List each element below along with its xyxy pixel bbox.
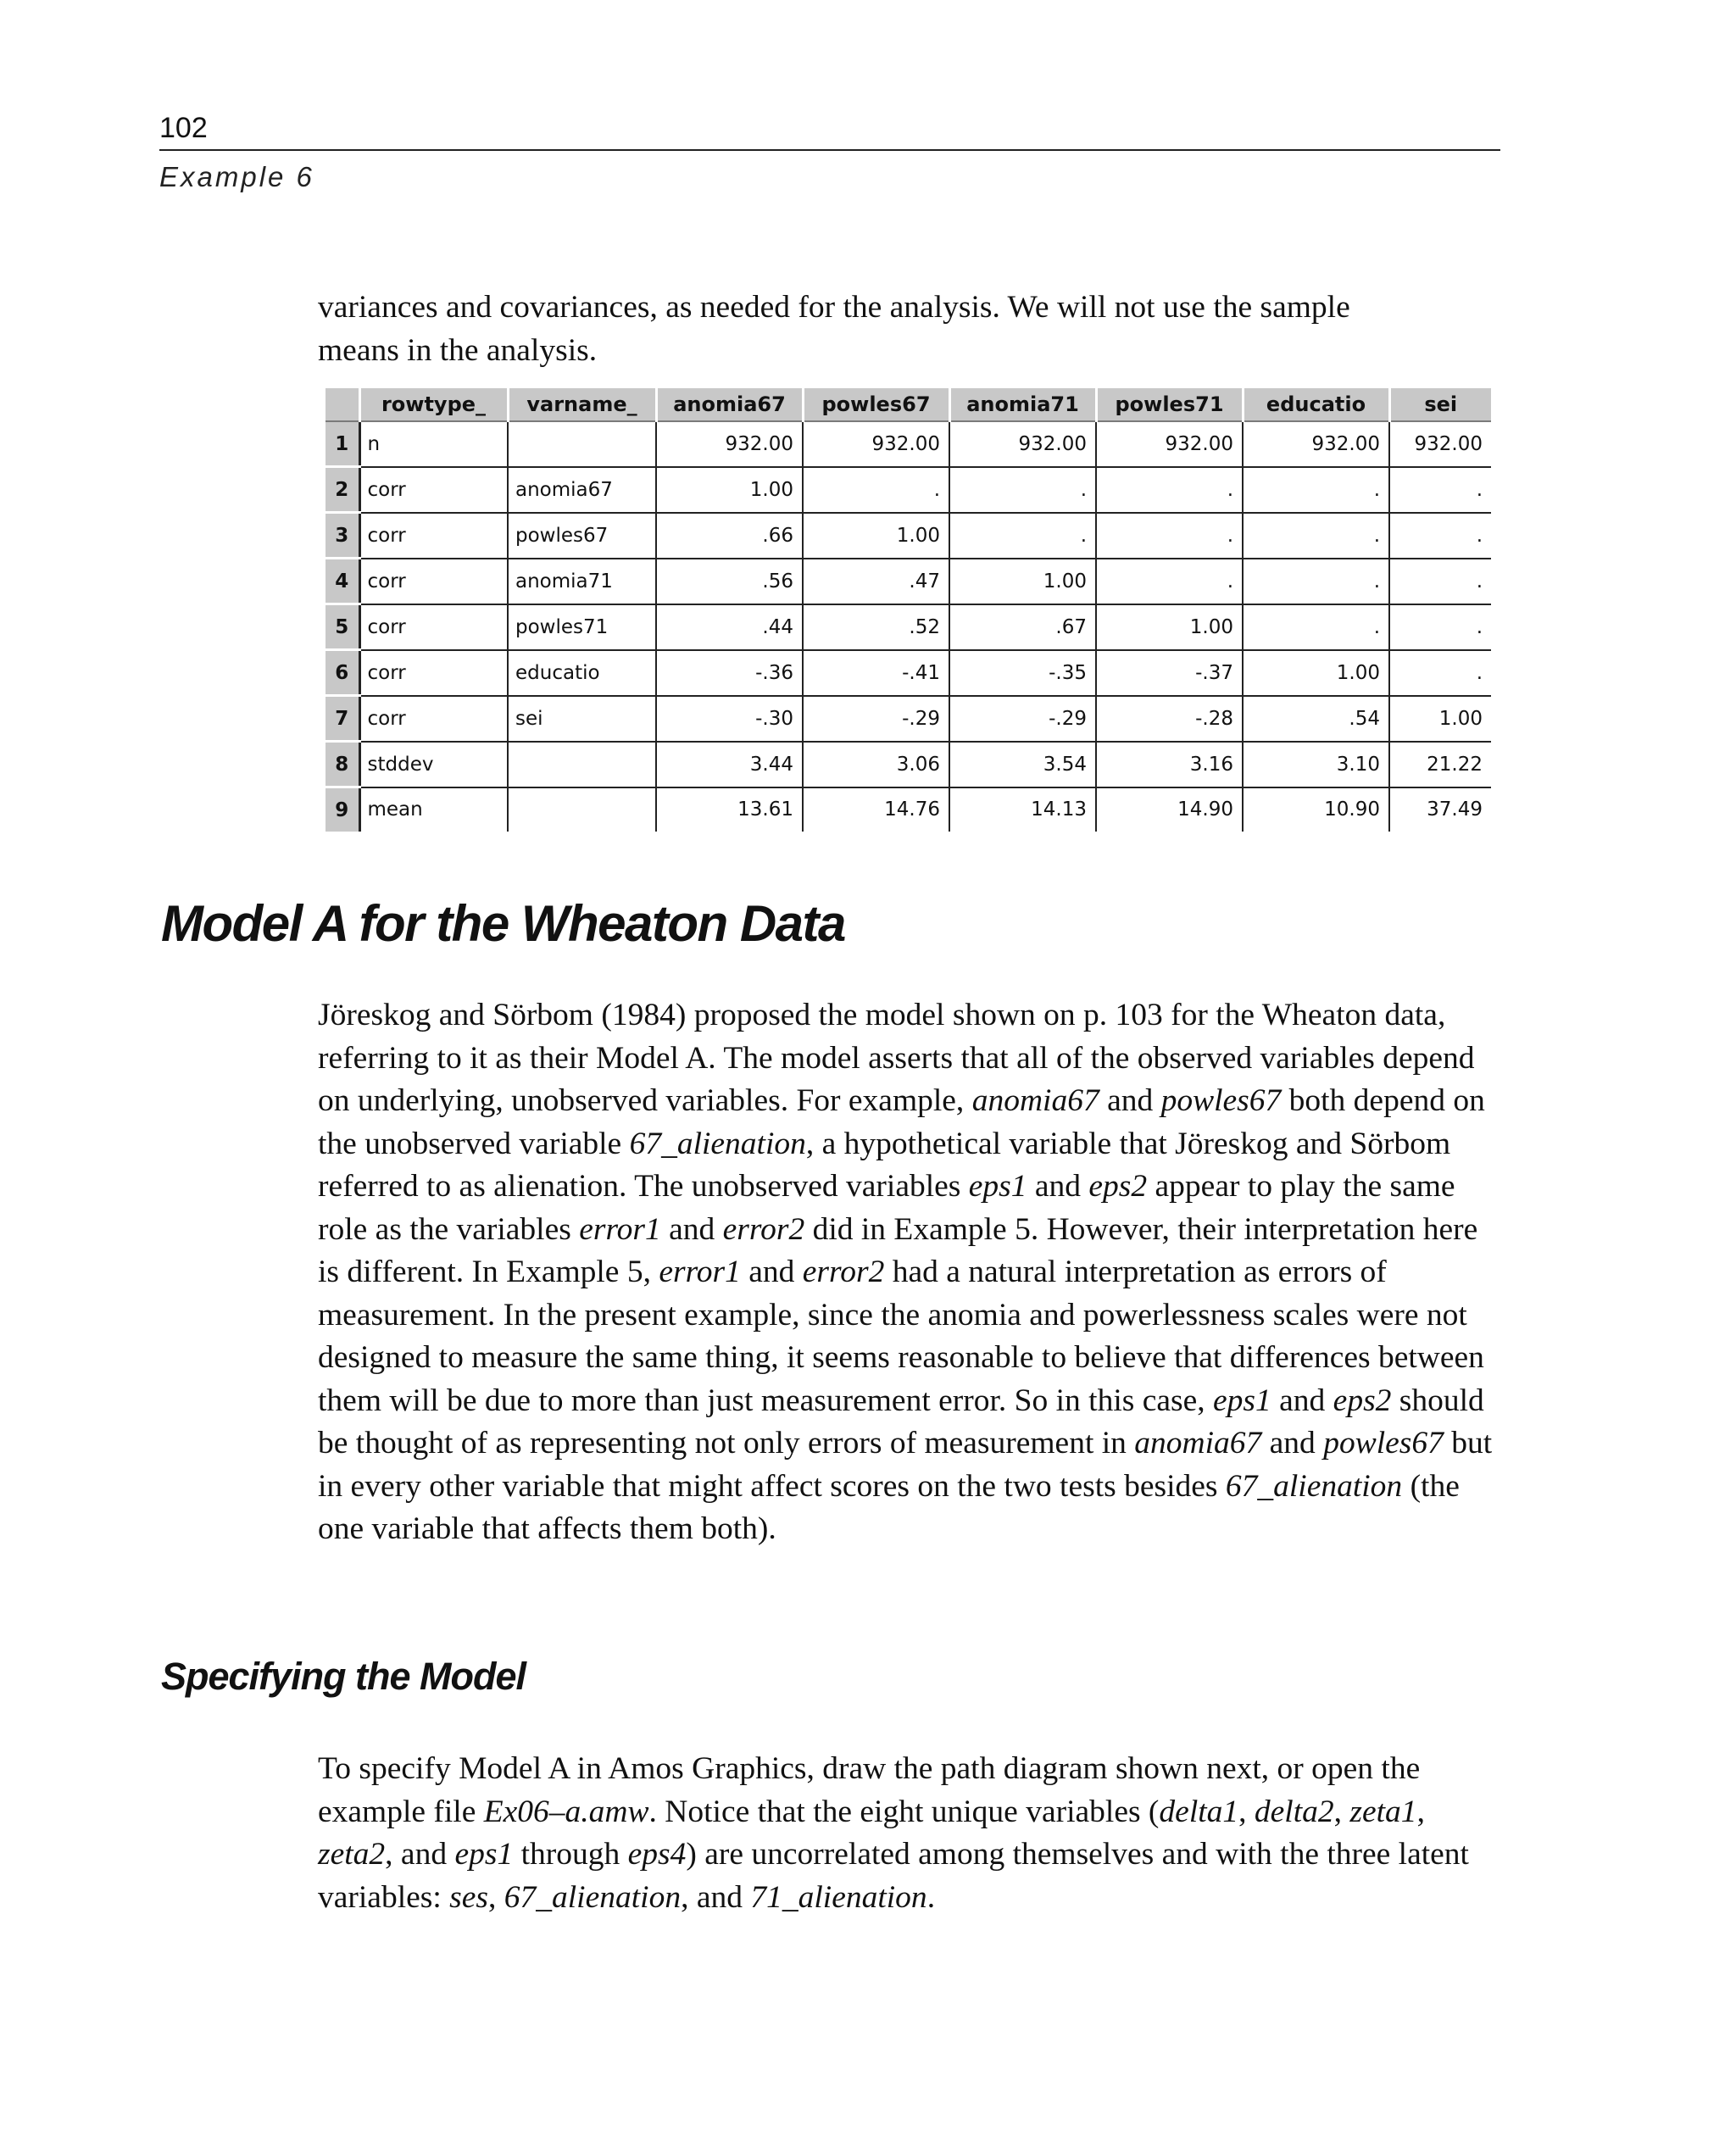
page-number: 102: [159, 112, 208, 144]
italic-term: error2: [722, 1211, 805, 1247]
text-run: , and: [385, 1837, 455, 1872]
italic-term: eps2: [1088, 1169, 1148, 1204]
text-run: Jöreskog and Sörbom (1984) proposed the model shown on p. 103 for the Wheaton data, referring to it as their Model A. The model asserts that all of the observed variables depend on underlying, unobserved variables. For example,: [318, 998, 1475, 1118]
italic-term: anomia67: [971, 1083, 1099, 1118]
grid-cell[interactable]: corr: [359, 559, 508, 604]
column-header[interactable]: powles67: [803, 388, 949, 421]
row-number[interactable]: 5: [326, 604, 359, 650]
italic-term: eps2: [1333, 1383, 1392, 1418]
header-rule: [159, 149, 1500, 151]
grid-cell[interactable]: stddev: [359, 742, 508, 787]
grid-cell[interactable]: -.29: [803, 696, 949, 742]
text-run: but in every other variable that might affect scores on the two tests besides: [318, 1426, 1493, 1504]
grid-cell[interactable]: -.29: [949, 696, 1096, 742]
text-run: ,: [1333, 1794, 1350, 1829]
intro-line-1: variances and covariances, as needed for the analysis. We will not use the sample: [318, 290, 1350, 325]
text-run: To specify Model A in Amos Graphics, draw the path diagram shown next, or open the example file: [318, 1751, 1421, 1829]
grid-cell[interactable]: 1.00: [656, 467, 803, 513]
grid-cell[interactable]: 1.00: [803, 513, 949, 559]
italic-term: error1: [579, 1211, 661, 1247]
grid-cell[interactable]: 932.00: [1096, 421, 1243, 467]
intro-line-2: means in the analysis.: [318, 332, 598, 368]
italic-term: 67_alienation: [504, 1879, 682, 1915]
table-row: [326, 467, 1491, 513]
grid-cell[interactable]: .: [1389, 513, 1491, 559]
grid-cell[interactable]: .52: [803, 604, 949, 650]
table-row: [326, 650, 1491, 696]
specifying-paragraph: [318, 1748, 1505, 1919]
text-run: should be thought of as representing not only errors of measurement in: [318, 1383, 1484, 1461]
grid-cell[interactable]: 3.44: [656, 742, 803, 787]
column-header[interactable]: varname_: [508, 388, 656, 421]
row-number[interactable]: 6: [326, 650, 359, 696]
grid-cell[interactable]: -.36: [656, 650, 803, 696]
grid-cell[interactable]: .: [1096, 513, 1243, 559]
grid-cell[interactable]: corr: [359, 513, 508, 559]
italic-term: zeta2: [318, 1837, 386, 1872]
grid-cell[interactable]: .44: [656, 604, 803, 650]
grid-cell[interactable]: -.41: [803, 650, 949, 696]
text-run: ,: [1416, 1794, 1425, 1829]
section-heading-specifying: Specifying the Model: [161, 1655, 526, 1698]
italic-term: Ex06–a.amw: [483, 1794, 649, 1829]
italic-term: zeta1: [1349, 1794, 1417, 1829]
grid-cell[interactable]: .54: [1243, 696, 1389, 742]
grid-cell[interactable]: [508, 742, 656, 787]
grid-cell[interactable]: .: [1243, 559, 1389, 604]
text-run: and: [660, 1211, 723, 1247]
italic-term: error2: [802, 1255, 885, 1289]
row-number[interactable]: 7: [326, 696, 359, 742]
grid-cell[interactable]: corr: [359, 467, 508, 513]
grid-cell[interactable]: corr: [359, 696, 508, 742]
table-row: [326, 787, 1491, 832]
italic-term: delta1: [1159, 1794, 1239, 1829]
grid-corner-cell: [326, 388, 359, 421]
grid-cell[interactable]: 21.22: [1389, 742, 1491, 787]
row-number[interactable]: 9: [326, 787, 359, 832]
table-row: [326, 559, 1491, 604]
running-header: Example 6: [159, 161, 314, 192]
italic-term: eps1: [1213, 1383, 1271, 1418]
grid-header-row: [326, 388, 1491, 421]
grid-cell[interactable]: .: [1389, 467, 1491, 513]
grid-cell[interactable]: 3.16: [1096, 742, 1243, 787]
grid-cell[interactable]: n: [359, 421, 508, 467]
italic-term: delta2: [1254, 1794, 1334, 1829]
text-run: .: [926, 1879, 936, 1915]
text-run: and: [1099, 1083, 1161, 1118]
text-run: (the one variable that affects them both).: [318, 1468, 1460, 1546]
grid-cell[interactable]: .: [1243, 513, 1389, 559]
grid-cell[interactable]: educatio: [508, 650, 656, 696]
grid-cell[interactable]: 932.00: [1389, 421, 1491, 467]
grid-cell[interactable]: 37.49: [1389, 787, 1491, 832]
table-row: [326, 421, 1491, 467]
text-run: through: [513, 1837, 628, 1872]
grid-cell[interactable]: .67: [949, 604, 1096, 650]
row-number[interactable]: 8: [326, 742, 359, 787]
italic-term: error1: [659, 1255, 741, 1289]
text-run: appear to play the same role as the variables: [318, 1169, 1455, 1247]
text-run: ,: [1238, 1794, 1255, 1829]
table-row: [326, 742, 1491, 787]
grid-cell[interactable]: .: [1096, 467, 1243, 513]
column-header[interactable]: rowtype_: [359, 388, 508, 421]
grid-cell[interactable]: 1.00: [1243, 650, 1389, 696]
grid-cell[interactable]: .: [949, 513, 1096, 559]
grid-cell[interactable]: corr: [359, 650, 508, 696]
text-run: both depend on the unobserved variable: [318, 1083, 1485, 1161]
grid-cell[interactable]: [508, 421, 656, 467]
section-heading-model-a: Model A for the Wheaton Data: [161, 895, 845, 952]
italic-term: powles67: [1160, 1083, 1282, 1118]
grid-cell[interactable]: 3.06: [803, 742, 949, 787]
italic-term: 71_alienation: [750, 1879, 927, 1915]
text-run: and: [740, 1255, 803, 1289]
grid-cell[interactable]: 932.00: [1243, 421, 1389, 467]
text-run: did in Example 5. However, their interpretation here is different. In Example 5,: [318, 1211, 1478, 1289]
grid-cell[interactable]: .: [1096, 559, 1243, 604]
data-grid: [326, 388, 1491, 819]
table-row: [326, 696, 1491, 742]
italic-term: eps4: [627, 1837, 687, 1872]
text-run: and: [1027, 1169, 1089, 1204]
text-run: and: [1261, 1426, 1324, 1461]
grid-cell[interactable]: powles71: [508, 604, 656, 650]
column-header[interactable]: powles71: [1096, 388, 1243, 421]
italic-term: powles67: [1323, 1426, 1444, 1461]
grid-cell[interactable]: -.37: [1096, 650, 1243, 696]
intro-paragraph: [318, 287, 1505, 372]
grid-cell[interactable]: .: [1389, 559, 1491, 604]
column-header[interactable]: anomia71: [949, 388, 1096, 421]
grid-cell[interactable]: .: [1389, 604, 1491, 650]
grid-cell[interactable]: 14.76: [803, 787, 949, 832]
grid-cell[interactable]: 14.13: [949, 787, 1096, 832]
grid-cell[interactable]: anomia71: [508, 559, 656, 604]
text-run: ) are uncorrelated among themselves and with the three latent variables:: [318, 1837, 1469, 1915]
italic-term: 67_alienation: [629, 1126, 806, 1161]
grid-cell[interactable]: .66: [656, 513, 803, 559]
row-number[interactable]: 1: [326, 421, 359, 467]
italic-term: eps1: [454, 1837, 514, 1872]
data-grid-table: [326, 388, 1491, 832]
grid-cell[interactable]: powles67: [508, 513, 656, 559]
grid-cell[interactable]: -.30: [656, 696, 803, 742]
grid-cell[interactable]: 932.00: [949, 421, 1096, 467]
grid-cell[interactable]: 1.00: [949, 559, 1096, 604]
text-run: , and: [681, 1879, 751, 1915]
text-run: ,: [488, 1879, 504, 1915]
grid-cell[interactable]: 14.90: [1096, 787, 1243, 832]
grid-cell[interactable]: .47: [803, 559, 949, 604]
model-a-paragraph: [318, 994, 1505, 1551]
grid-cell[interactable]: .: [949, 467, 1096, 513]
grid-cell[interactable]: .: [803, 467, 949, 513]
text-run: and: [1271, 1383, 1333, 1418]
grid-cell[interactable]: corr: [359, 604, 508, 650]
grid-cell[interactable]: .: [1389, 650, 1491, 696]
row-number[interactable]: 3: [326, 513, 359, 559]
text-run: had a natural interpretation as errors of measurement. In the present example, since the anomia and powerlessness scales were not designed to measure the same thing, it seems reasonable to believe that differences between them will be due to more than just measurement error. So in this case,: [318, 1255, 1484, 1418]
grid-cell[interactable]: .: [1243, 467, 1389, 513]
grid-cell[interactable]: 3.54: [949, 742, 1096, 787]
text-run: , a hypothetical variable that Jöreskog and Sörbom referred to as alienation. The unobserved variables: [318, 1126, 1451, 1204]
grid-cell[interactable]: 1.00: [1096, 604, 1243, 650]
table-row: [326, 513, 1491, 559]
grid-body: [326, 421, 1491, 832]
grid-cell[interactable]: 3.10: [1243, 742, 1389, 787]
grid-cell[interactable]: 1.00: [1389, 696, 1491, 742]
grid-cell[interactable]: [508, 787, 656, 832]
italic-term: eps1: [968, 1169, 1027, 1204]
row-number[interactable]: 2: [326, 467, 359, 513]
grid-cell[interactable]: .56: [656, 559, 803, 604]
grid-cell[interactable]: anomia67: [508, 467, 656, 513]
grid-cell[interactable]: 932.00: [656, 421, 803, 467]
table-row: [326, 604, 1491, 650]
grid-cell[interactable]: 10.90: [1243, 787, 1389, 832]
grid-cell[interactable]: .: [1243, 604, 1389, 650]
column-header[interactable]: educatio: [1243, 388, 1389, 421]
grid-cell[interactable]: 932.00: [803, 421, 949, 467]
column-header[interactable]: anomia67: [656, 388, 803, 421]
grid-cell[interactable]: sei: [508, 696, 656, 742]
column-header[interactable]: sei: [1389, 388, 1491, 421]
grid-cell[interactable]: mean: [359, 787, 508, 832]
italic-term: ses: [449, 1879, 488, 1915]
grid-cell[interactable]: 13.61: [656, 787, 803, 832]
text-run: . Notice that the eight unique variables (: [648, 1794, 1160, 1829]
grid-cell[interactable]: -.28: [1096, 696, 1243, 742]
italic-term: anomia67: [1134, 1426, 1262, 1461]
grid-cell[interactable]: -.35: [949, 650, 1096, 696]
italic-term: 67_alienation: [1225, 1468, 1403, 1504]
row-number[interactable]: 4: [326, 559, 359, 604]
